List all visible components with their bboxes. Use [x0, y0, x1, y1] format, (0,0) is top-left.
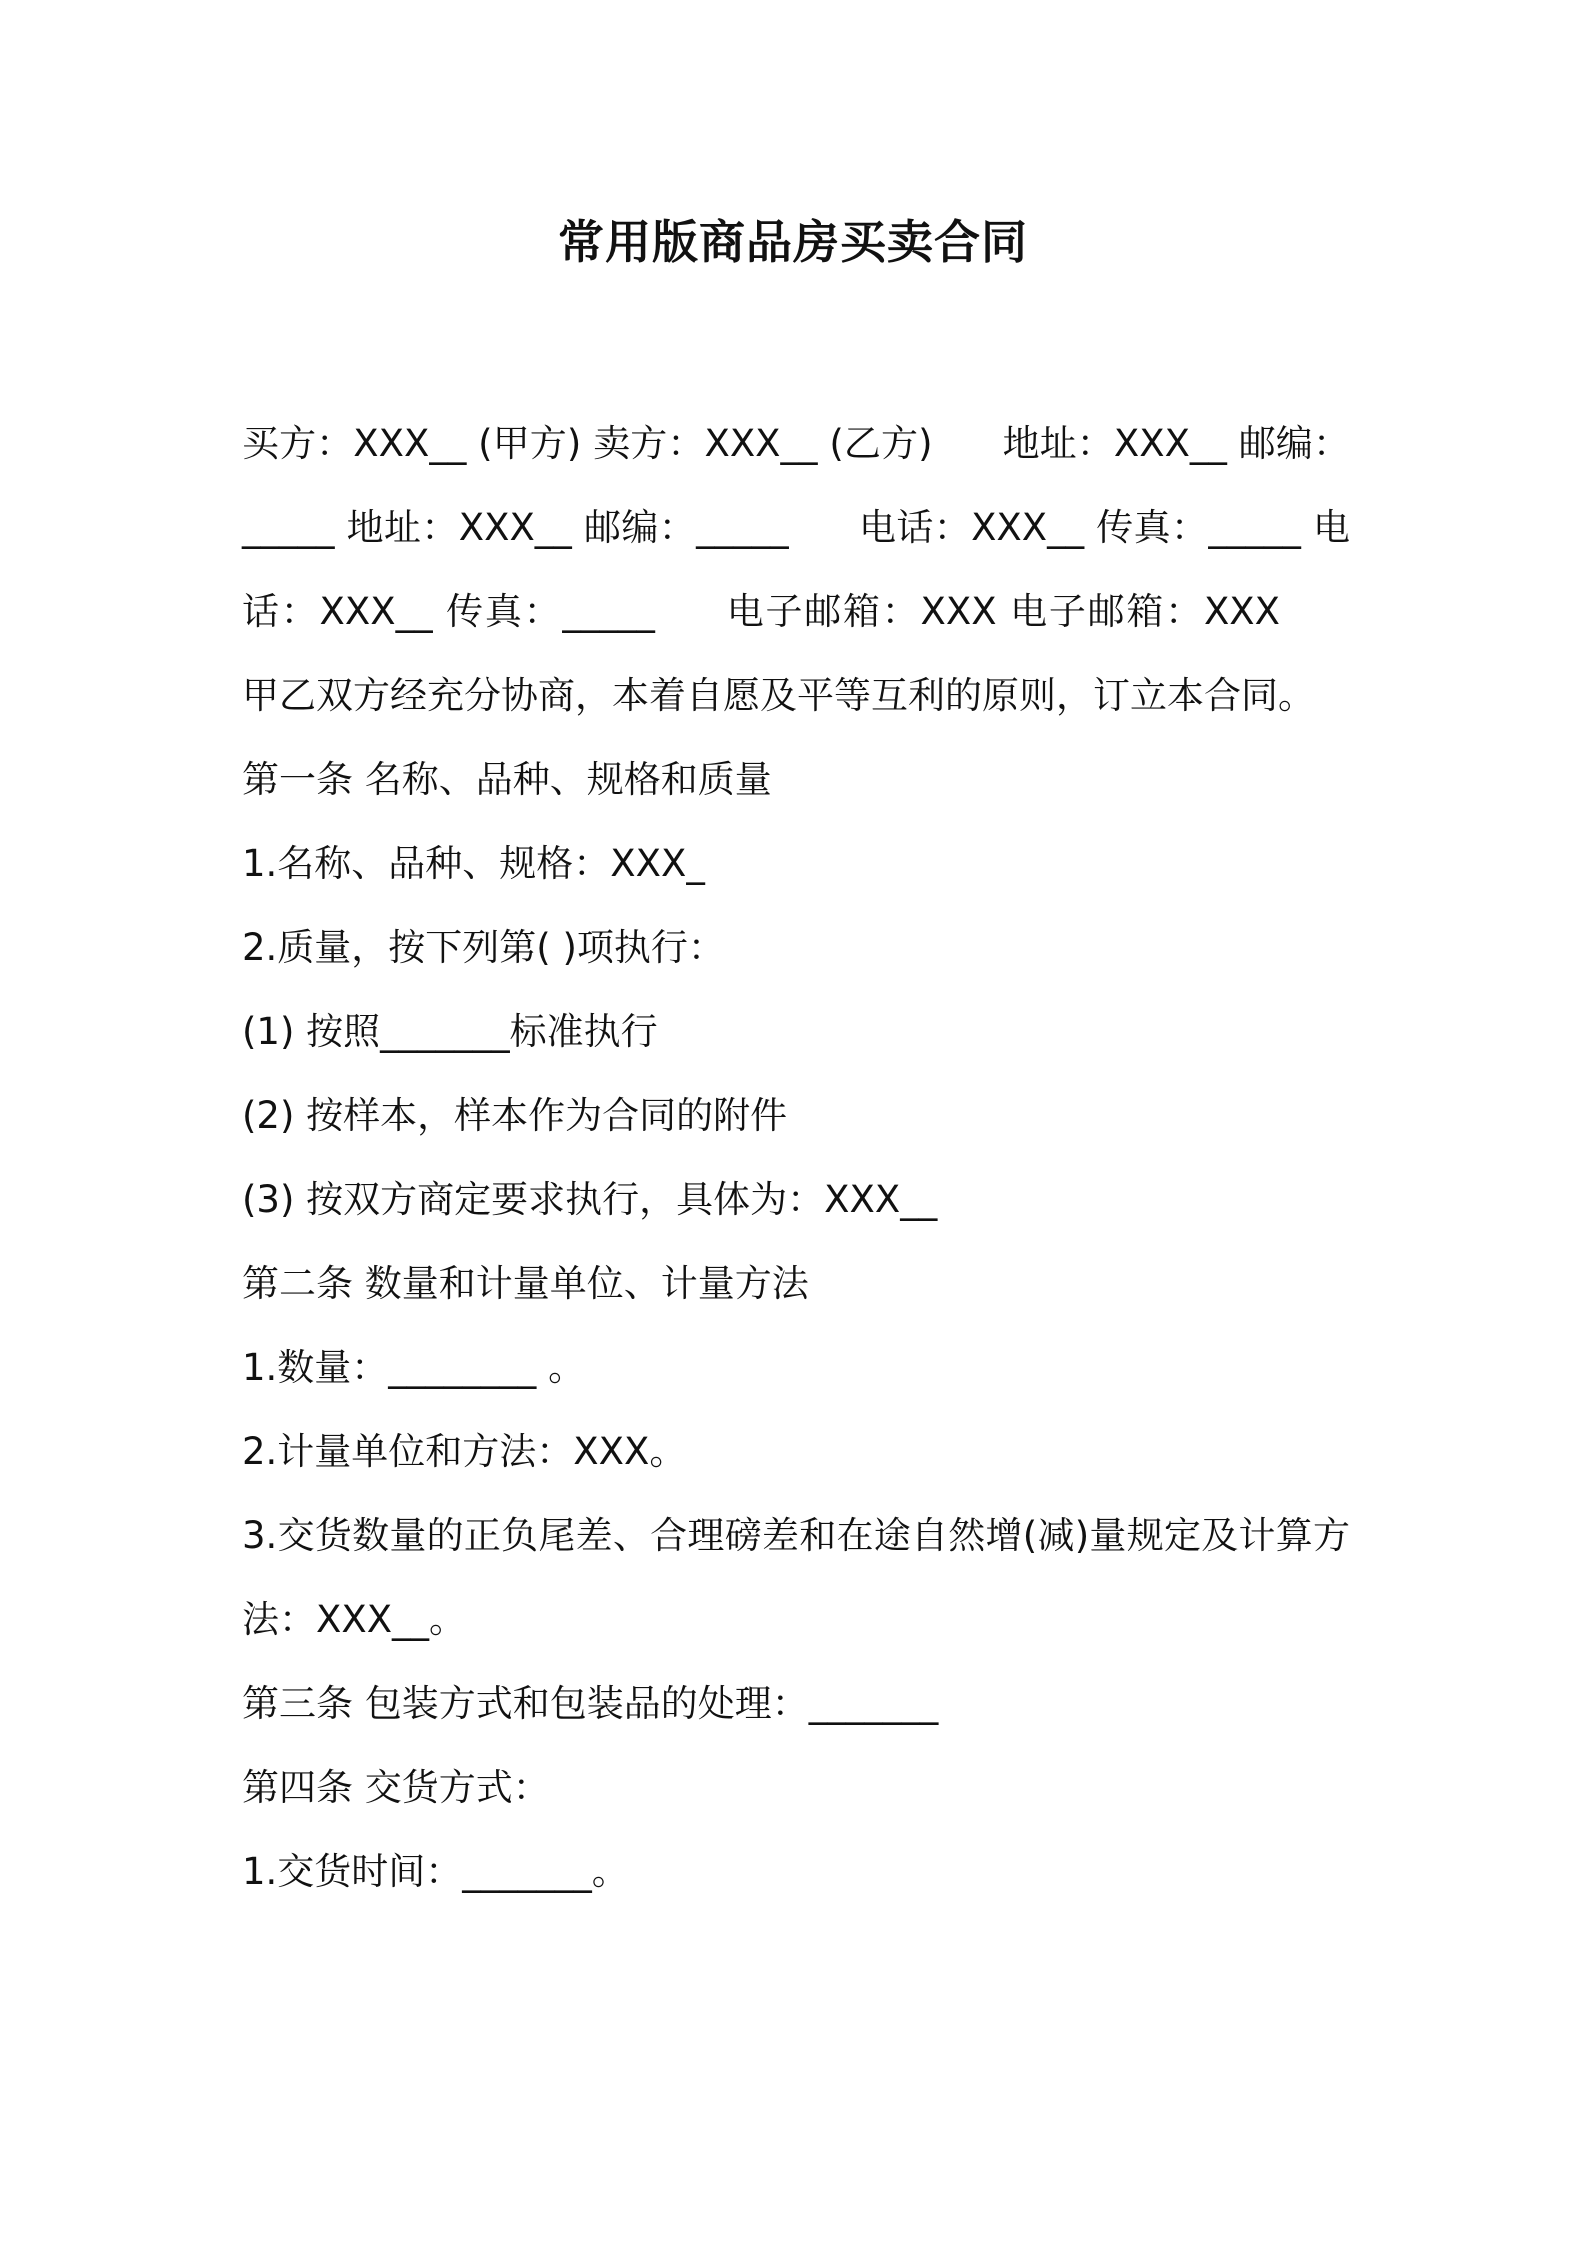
buyer-address: 地址：XXX__ [1002, 422, 1227, 465]
article-4-heading: 第四条 交货方式： [242, 1766, 550, 1809]
buyer-name: 买方：XXX__ (甲方) [242, 422, 582, 465]
seller-name: 卖方：XXX__ (乙方) [593, 422, 933, 465]
agreement-text: 甲乙双方经充分协商，本着自愿及平等互利的原则，订立本合同。 [242, 674, 1315, 717]
article-4-item-1: 1.交货时间：_______。 [242, 1850, 629, 1893]
buyer-postcode: 邮编：_____ [242, 422, 1350, 549]
parties-paragraph [242, 402, 1350, 738]
seller-fax: 传真：_____ [446, 590, 655, 633]
quality-option-3: (3) 按双方商定要求执行，具体为：XXX__ [242, 1178, 938, 1221]
article-1-item-1: 1.名称、品种、规格：XXX_ [242, 842, 705, 885]
document-title: 常用版商品房买卖合同 [558, 215, 1028, 269]
seller-email: 电子邮箱：XXX [1010, 590, 1280, 633]
quality-option-1: (1) 按照_______标准执行 [242, 1010, 658, 1053]
article-2-item-3: 3.交货数量的正负尾差、合理磅差和在途自然增(减)量规定及计算方法：XXX__。 [242, 1514, 1350, 1641]
document-body [242, 402, 1350, 1914]
article-3-heading: 第三条 包装方式和包装品的处理：_______ [242, 1682, 939, 1725]
article-2-item-2: 2.计量单位和方法：XXX。 [242, 1430, 687, 1473]
article-2-item-1: 1.数量：________ 。 [242, 1346, 586, 1389]
buyer-email: 电子邮箱：XXX [724, 590, 997, 633]
article-1-heading: 第一条 名称、品种、规格和质量 [242, 758, 772, 801]
quality-option-2: (2) 按样本，样本作为合同的附件 [242, 1094, 788, 1137]
buyer-fax: 传真：_____ [1096, 506, 1301, 549]
seller-address: 地址：XXX__ [346, 506, 572, 549]
seller-phone: 电话：XXX__ [242, 506, 1351, 633]
article-1-item-2: 2.质量，按下列第( )项执行： [242, 926, 725, 969]
seller-postcode: 邮编：_____ [583, 506, 789, 549]
article-2-heading: 第二条 数量和计量单位、计量方法 [242, 1262, 809, 1305]
buyer-phone: 电话：XXX__ [858, 506, 1085, 549]
